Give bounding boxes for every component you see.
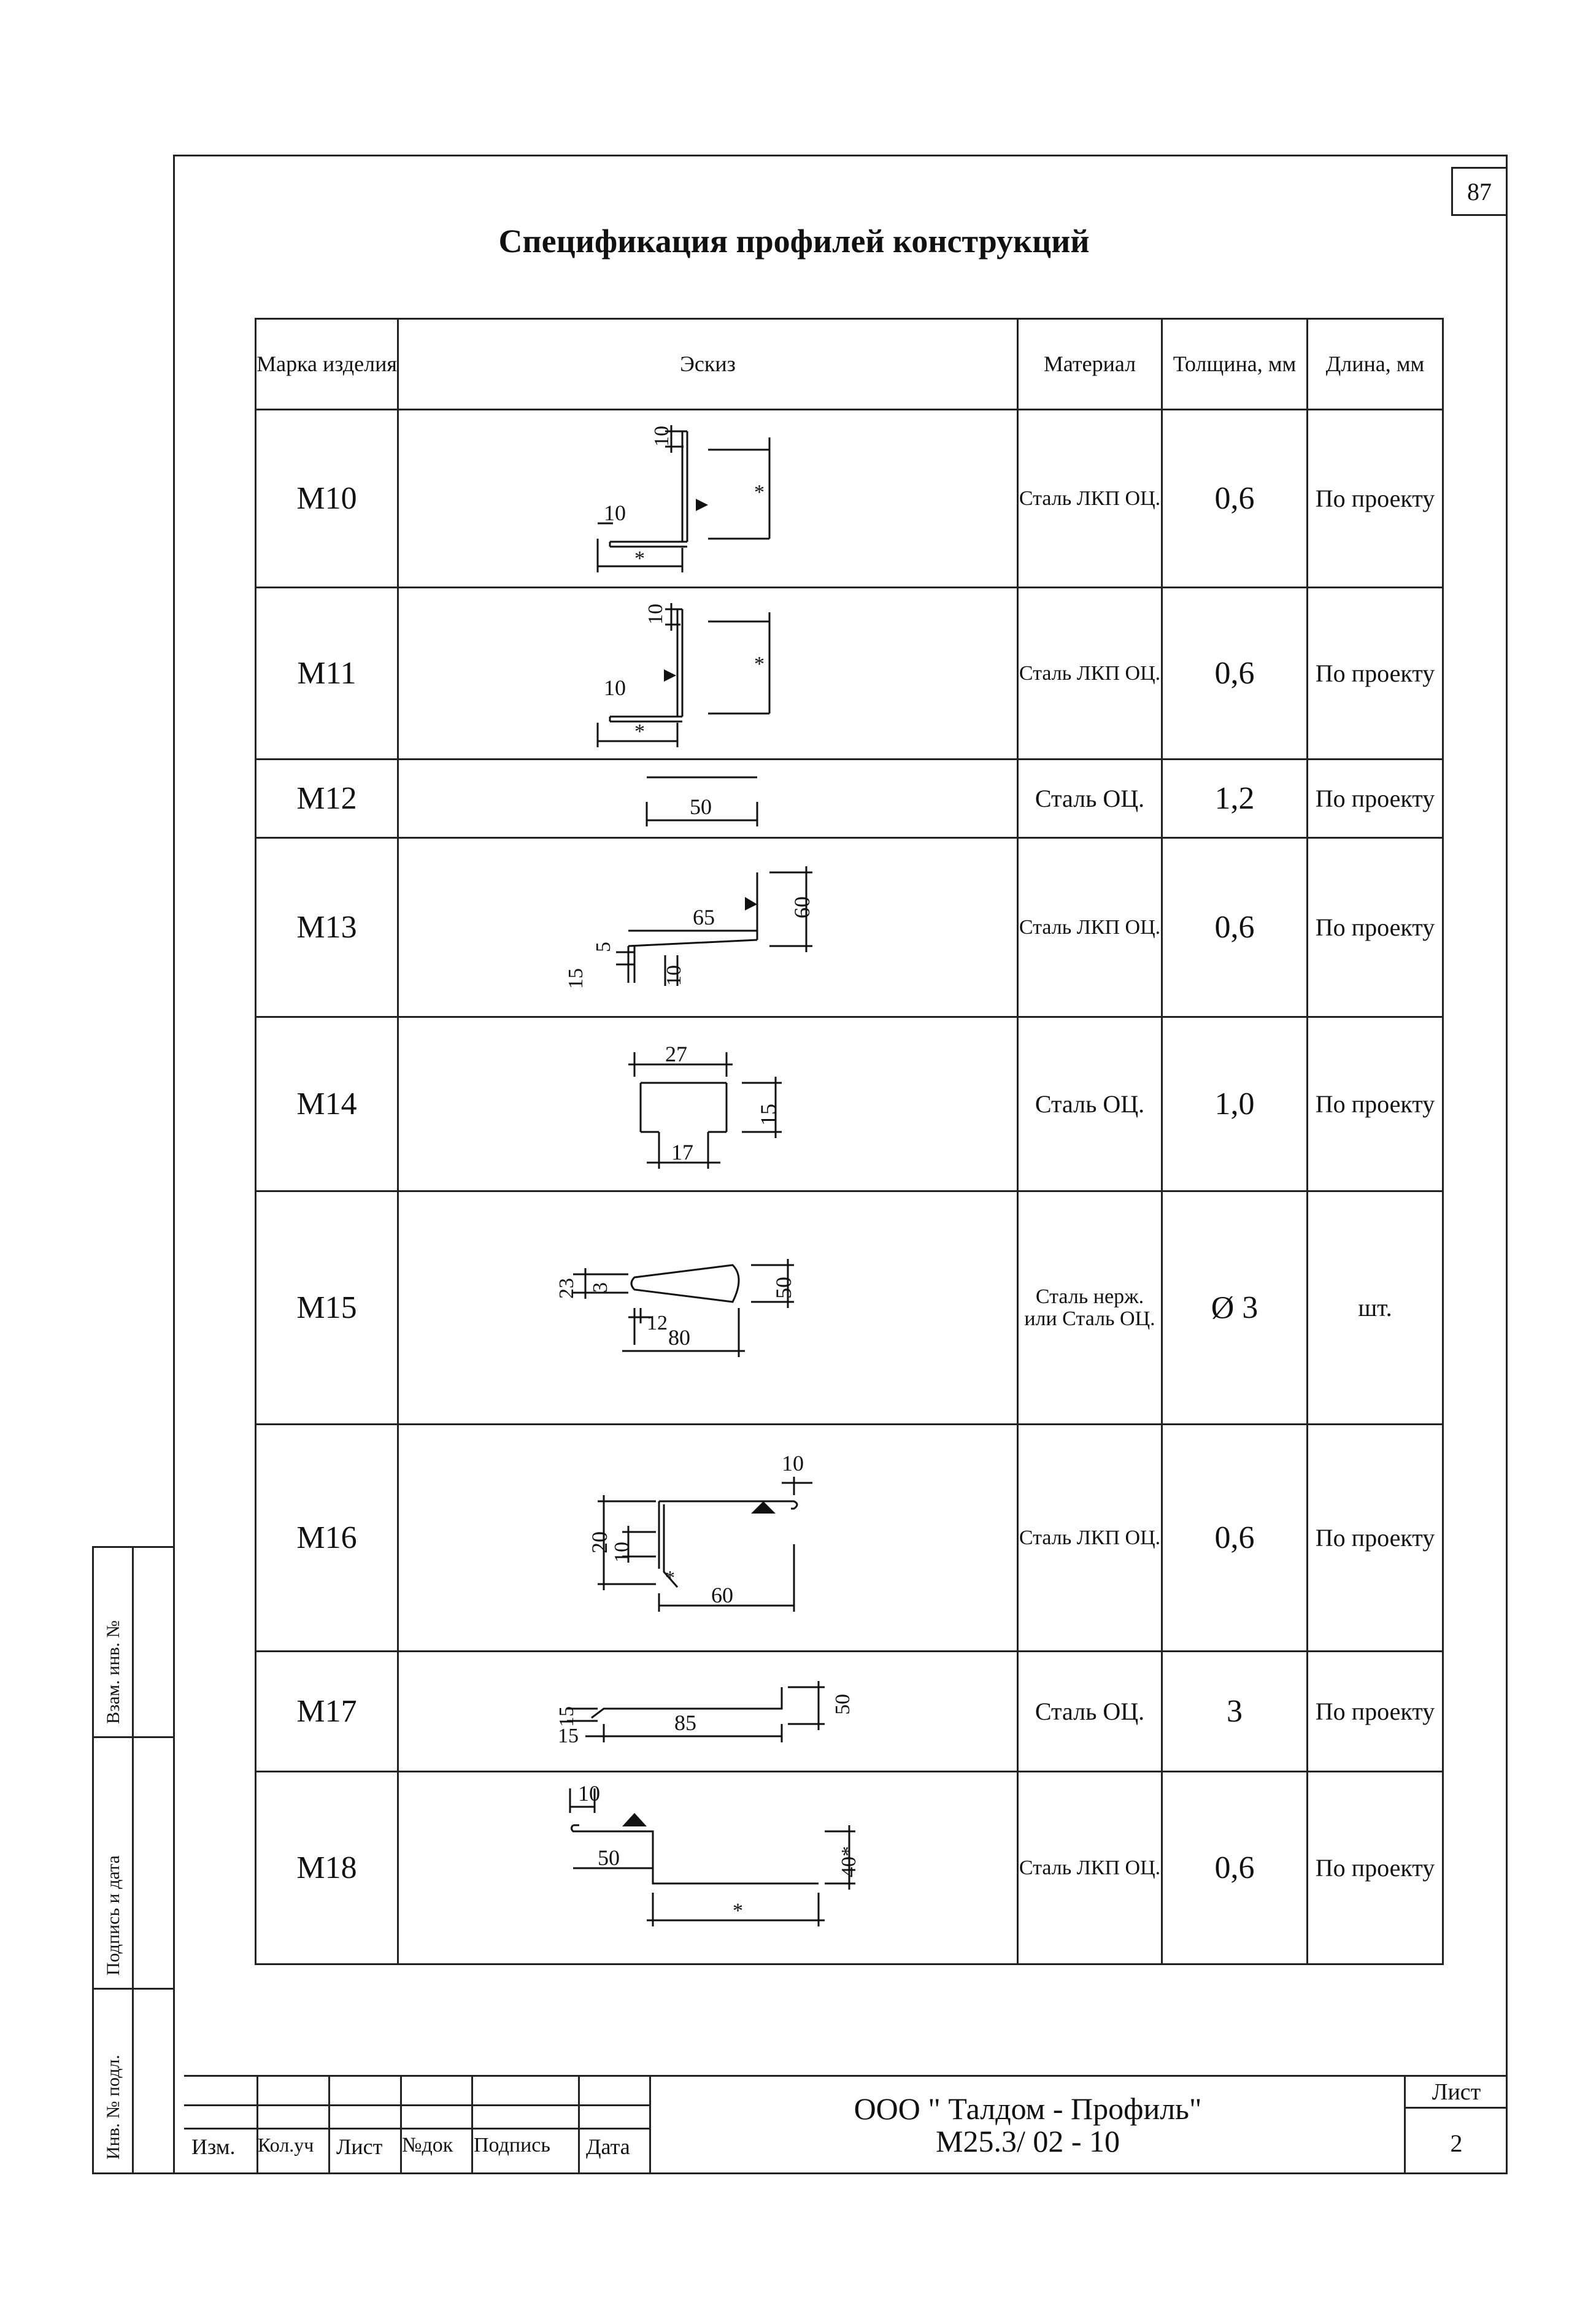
dim-label: 80 bbox=[668, 1325, 690, 1350]
row-sketch bbox=[398, 1017, 1018, 1191]
stamp-border bbox=[400, 2075, 402, 2174]
dim-label: 10 bbox=[650, 425, 673, 447]
row-thickness: 0,6 bbox=[1162, 1425, 1308, 1652]
table-row bbox=[256, 1652, 1443, 1772]
stamp-border bbox=[471, 2075, 473, 2174]
stamp-doc-code: М25.3/ 02 - 10 bbox=[936, 2124, 1120, 2158]
stamp-border bbox=[184, 2104, 650, 2106]
row-length: По проекту bbox=[1308, 1425, 1443, 1652]
dim-label: 10 bbox=[610, 1541, 633, 1563]
stamp-col-docno: №док bbox=[402, 2134, 453, 2157]
table-row bbox=[256, 410, 1443, 588]
stamp-col-sheet: Лист bbox=[336, 2134, 383, 2159]
dim-label: 10 bbox=[577, 1780, 600, 1806]
table-header-row bbox=[256, 319, 1443, 410]
row-sketch bbox=[398, 1191, 1018, 1425]
row-sketch bbox=[398, 1425, 1018, 1652]
row-material: Сталь ЛКП ОЦ. bbox=[1018, 838, 1162, 1017]
side-strip-border bbox=[92, 1736, 175, 1738]
row-mark: М17 bbox=[256, 1652, 398, 1772]
row-thickness: 0,6 bbox=[1162, 838, 1308, 1017]
stamp-col-date: Дата bbox=[586, 2134, 630, 2159]
table-row bbox=[256, 1191, 1443, 1425]
stamp-sheet-label: Лист bbox=[1432, 2079, 1481, 2105]
stamp-border bbox=[256, 2075, 258, 2174]
dim-label: 10 bbox=[644, 603, 667, 625]
side-strip-border bbox=[92, 1988, 175, 1990]
row-mark: М16 bbox=[256, 1425, 398, 1652]
row-sketch bbox=[398, 760, 1018, 838]
side-strip-border bbox=[92, 2172, 175, 2174]
stamp-border bbox=[1405, 2107, 1508, 2109]
dim-label: 15 bbox=[755, 1103, 781, 1126]
profile-sketch-m12 bbox=[628, 768, 788, 829]
row-sketch bbox=[398, 1772, 1018, 1964]
header-thickness: Толщина, мм bbox=[1162, 319, 1308, 410]
row-mark: М12 bbox=[256, 760, 398, 838]
row-material: Сталь нерж. или Сталь ОЦ. bbox=[1018, 1191, 1162, 1425]
row-thickness: 0,6 bbox=[1162, 1772, 1308, 1964]
row-length: По проекту bbox=[1308, 838, 1443, 1017]
row-length: По проекту bbox=[1308, 1772, 1443, 1964]
profile-sketch-m16 bbox=[536, 1434, 880, 1642]
row-material: Сталь ОЦ. bbox=[1018, 1017, 1162, 1191]
stamp-col-change: Изм. bbox=[191, 2134, 236, 2159]
stamp-border bbox=[328, 2075, 330, 2174]
side-strip-border bbox=[132, 1546, 134, 2174]
row-thickness: 1,0 bbox=[1162, 1017, 1308, 1191]
page-number: 87 bbox=[1451, 167, 1508, 216]
row-material: Сталь ОЦ. bbox=[1018, 760, 1162, 838]
header-mark: Марка изделия bbox=[256, 319, 398, 410]
side-strip-border bbox=[92, 1546, 94, 2174]
row-mark: М18 bbox=[256, 1772, 398, 1964]
dim-label: * bbox=[732, 1899, 743, 1922]
dim-label: 15 bbox=[564, 968, 587, 989]
stamp-border bbox=[184, 2075, 1508, 2077]
row-material: Сталь ОЦ. bbox=[1018, 1652, 1162, 1772]
row-length: По проекту bbox=[1308, 588, 1443, 760]
profile-sketch-m13 bbox=[536, 854, 880, 1001]
dim-label: 10 bbox=[603, 500, 626, 525]
stamp-company: ООО " Талдом - Профиль" bbox=[854, 2091, 1202, 2126]
row-length: По проекту bbox=[1308, 1017, 1443, 1191]
row-sketch bbox=[398, 1652, 1018, 1772]
table-row bbox=[256, 1772, 1443, 1964]
row-mark: М13 bbox=[256, 838, 398, 1017]
header-sketch: Эскиз bbox=[398, 319, 1018, 410]
dim-label: 40* bbox=[837, 1845, 860, 1877]
profile-sketch-m10 bbox=[585, 419, 831, 579]
dim-label: 50 bbox=[597, 1845, 620, 1870]
stamp-sheet-number: 2 bbox=[1450, 2130, 1463, 2157]
dim-label: * bbox=[634, 547, 645, 570]
profile-sketch-m11 bbox=[585, 597, 831, 750]
stamp-border bbox=[184, 2128, 650, 2130]
dim-label: * bbox=[754, 652, 765, 675]
table-row bbox=[256, 1017, 1443, 1191]
dim-label: 10 bbox=[781, 1450, 804, 1476]
dim-label: * bbox=[754, 480, 765, 504]
row-mark: М10 bbox=[256, 410, 398, 588]
side-label-replacement-no: Взам. инв. № bbox=[103, 1620, 123, 1724]
row-mark: М15 bbox=[256, 1191, 398, 1425]
row-material: Сталь ЛКП ОЦ. bbox=[1018, 410, 1162, 588]
dim-label: * bbox=[665, 1566, 675, 1588]
dim-label: 60 bbox=[789, 896, 814, 918]
dim-label: 50 bbox=[689, 794, 712, 819]
dim-label: 15 bbox=[555, 1706, 578, 1727]
row-thickness: 0,6 bbox=[1162, 588, 1308, 760]
row-length: По проекту bbox=[1308, 760, 1443, 838]
dim-label: 10 bbox=[662, 964, 685, 986]
side-label-signature-date: Подпись и дата bbox=[103, 1855, 123, 1976]
table-row bbox=[256, 838, 1443, 1017]
dim-label: 12 bbox=[646, 1311, 668, 1334]
dim-label: 85 bbox=[674, 1710, 696, 1735]
header-length: Длина, мм bbox=[1308, 319, 1443, 410]
header-material: Материал bbox=[1018, 319, 1162, 410]
stamp-border bbox=[649, 2075, 651, 2174]
dim-label: 10 bbox=[603, 675, 626, 700]
stamp-col-signature: Подпись bbox=[474, 2134, 550, 2157]
row-thickness: 1,2 bbox=[1162, 760, 1308, 838]
row-thickness: 0,6 bbox=[1162, 410, 1308, 588]
dim-label: 65 bbox=[692, 904, 715, 929]
row-length: По проекту bbox=[1308, 410, 1443, 588]
row-material: Сталь ЛКП ОЦ. bbox=[1018, 1772, 1162, 1964]
dim-label: 60 bbox=[711, 1582, 733, 1607]
table-row bbox=[256, 588, 1443, 760]
row-mark: М14 bbox=[256, 1017, 398, 1191]
dim-label: 17 bbox=[671, 1139, 693, 1164]
dim-label: 23 bbox=[555, 1277, 578, 1299]
dim-label: 20 bbox=[587, 1531, 612, 1553]
profile-sketch-m15 bbox=[536, 1216, 880, 1400]
dim-label: 15 bbox=[557, 1724, 579, 1747]
profile-sketch-m14 bbox=[604, 1028, 812, 1181]
row-material: Сталь ЛКП ОЦ. bbox=[1018, 588, 1162, 760]
dim-label: 3 bbox=[588, 1282, 612, 1293]
row-thickness: 3 bbox=[1162, 1652, 1308, 1772]
table-row bbox=[256, 760, 1443, 838]
row-length: шт. bbox=[1308, 1191, 1443, 1425]
profile-sketch-m18 bbox=[506, 1776, 911, 1960]
dim-label: * bbox=[634, 720, 645, 743]
profile-sketch-m17 bbox=[518, 1663, 898, 1761]
row-mark: М11 bbox=[256, 588, 398, 760]
row-material: Сталь ЛКП ОЦ. bbox=[1018, 1425, 1162, 1652]
side-label-original-no: Инв. № подл. bbox=[103, 2055, 123, 2160]
dim-label: 50 bbox=[831, 1693, 854, 1715]
row-sketch bbox=[398, 838, 1018, 1017]
page-title: Спецификация профилей конструкций bbox=[498, 223, 1090, 260]
dim-label: 50 bbox=[771, 1276, 796, 1299]
dim-label: 27 bbox=[665, 1041, 687, 1066]
row-sketch bbox=[398, 410, 1018, 588]
stamp-col-qty: Кол.уч bbox=[258, 2134, 314, 2156]
row-length: По проекту bbox=[1308, 1652, 1443, 1772]
table-row bbox=[256, 1425, 1443, 1652]
row-thickness: Ø 3 bbox=[1162, 1191, 1308, 1425]
spec-table bbox=[255, 318, 1444, 1965]
side-strip-border bbox=[92, 1546, 175, 1548]
stamp-border bbox=[578, 2075, 580, 2174]
dim-label: 5 bbox=[592, 941, 615, 952]
row-sketch bbox=[398, 588, 1018, 760]
